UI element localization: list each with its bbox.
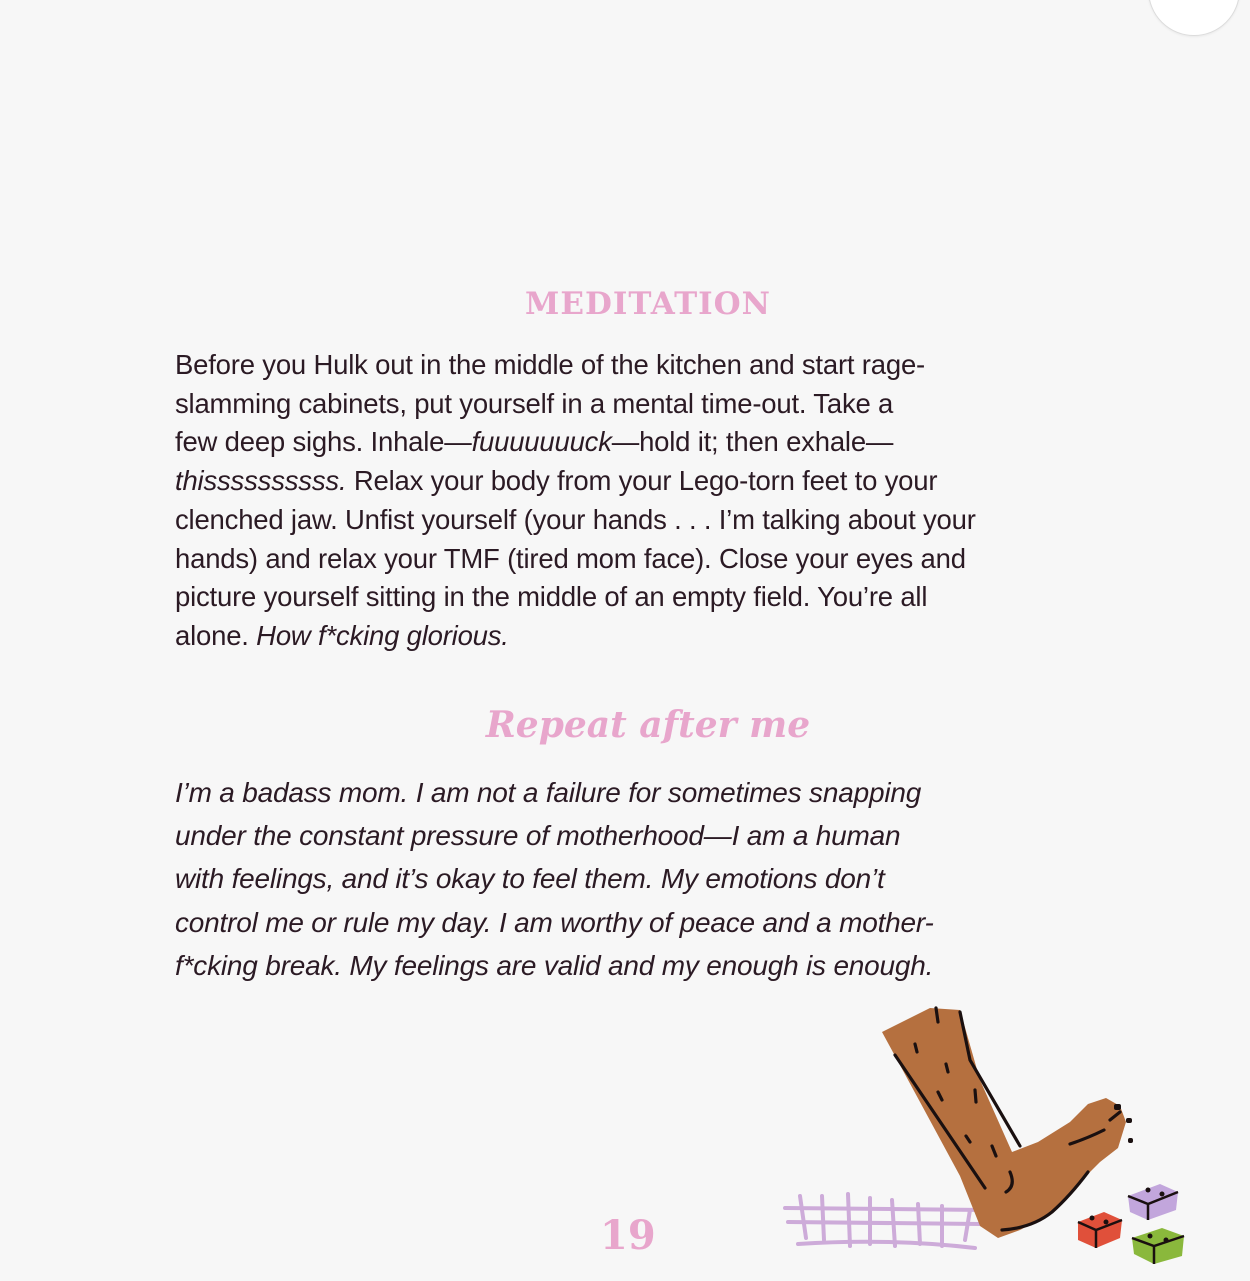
text-line: I’m a badass mom. I am not a failure for sometimes snapping [175,777,922,808]
text-line: under the constant pressure of motherhood—I am a human [175,820,901,852]
text-line: control me or rule my day. I am worthy of peace and a mother- [175,906,934,938]
text-line: f*cking break. My feelings are valid and my enough is enough. [175,949,934,981]
text-line: alone. How f*cking glorious. [175,619,509,651]
section-title-repeat-after-me: Repeat after me [485,704,811,746]
section-title-meditation: MEDITATION [525,286,771,322]
text-line: with feelings, and it’s okay to feel them. My emotions don’t [175,863,885,895]
affirmation-paragraph [175,771,1115,987]
text-line: Before you Hulk out in the middle of the kitchen and start rage- [175,349,925,380]
corner-button[interactable] [1148,0,1240,36]
foot-icon [770,1000,1210,1276]
text-line: slamming cabinets, put yourself in a mental time-out. Take a [175,387,894,419]
text-line: hands) and relax your TMF (tired mom face). Close your eyes and [175,542,966,574]
foot-lego-illustration [770,1000,1210,1276]
text-line: clenched jaw. Unfist yourself (your hands . . . I’m talking about your [175,503,976,535]
text-line: picture yourself sitting in the middle of an empty field. You’re all [175,581,928,613]
page-number: 19 [600,1212,656,1259]
text-line: thissssssssss. Relax your body from your Lego-torn feet to your [175,465,938,497]
meditation-paragraph [175,346,1115,656]
text-line: few deep sighs. Inhale—fuuuuuuuck—hold it; then exhale— [175,426,894,458]
